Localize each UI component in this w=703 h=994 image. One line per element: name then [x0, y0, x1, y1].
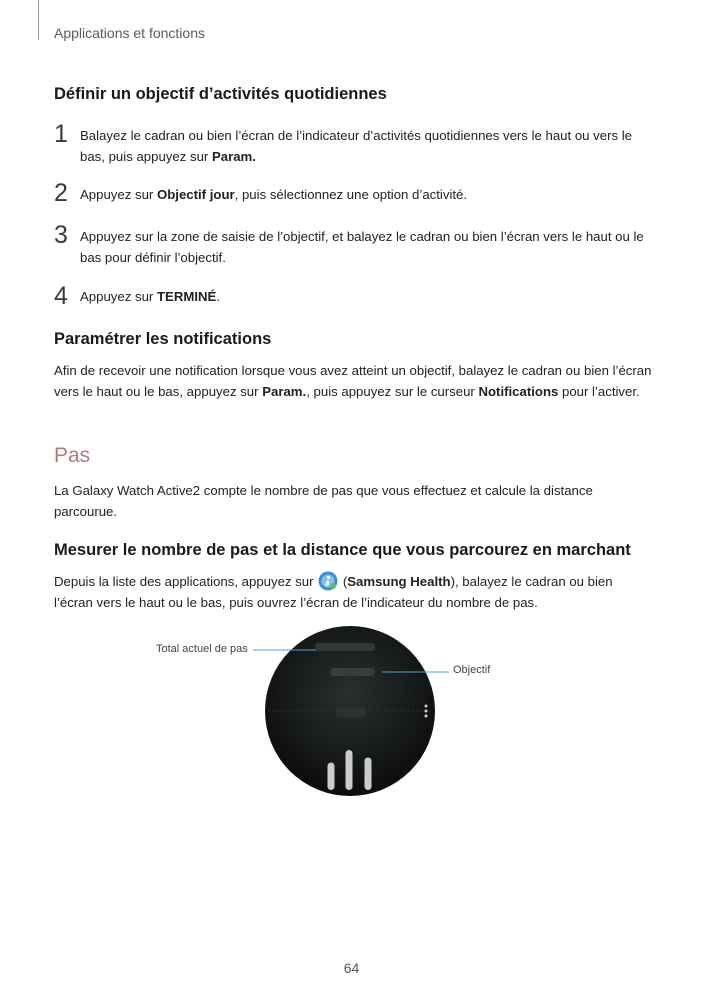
step-text-4: Appuyez sur TERMINÉ.	[80, 289, 220, 304]
page-number: 64	[343, 960, 360, 976]
running-header: Applications et fonctions	[54, 25, 205, 41]
watch-menu-dots[interactable]	[425, 705, 428, 718]
step-number-2: 2	[54, 179, 68, 207]
notifications-paragraph: Afin de recevoir une notification lorsque vous avez atteint un objectif, balayez le cadran ou bien l’écran vers le haut ou le bas, appuyez sur Param., puis appuyez sur le curseur Notifications pour l’activer.	[54, 363, 652, 399]
step-text-3: Appuyez sur la zone de saisie de l’objectif, et balayez le cadran ou bien l’écran vers le haut ou le bas pour définir l’objectif.	[80, 229, 644, 265]
step-text-1: Balayez le cadran ou bien l’écran de l’indicateur d’activités quotidiennes vers le haut ou vers le bas, puis appuyez sur Param.	[80, 128, 633, 164]
step-number-1: 1	[54, 120, 68, 148]
label-goal: Objectif	[453, 664, 491, 676]
watch-distance	[336, 707, 366, 717]
step-number-4: 4	[54, 282, 68, 310]
watch-goal-value	[330, 668, 375, 676]
section-title-notifications: Paramétrer les notifications	[54, 330, 272, 348]
label-total-steps: Total actuel de pas	[156, 643, 248, 655]
activity-bar-2	[346, 750, 353, 790]
pas-intro: La Galaxy Watch Active2 compte le nombre de pas que vous effectuez et calcule la distance parcourue.	[54, 483, 593, 519]
activity-bar-3	[365, 758, 372, 791]
activity-bar-1	[328, 763, 335, 791]
section-heading-pas: Pas	[54, 444, 91, 467]
step-number-3: 3	[54, 221, 68, 249]
watch-step-count	[315, 643, 375, 651]
section-title-steps: Mesurer le nombre de pas et la distance que vous parcourez en marchant	[54, 541, 631, 559]
section-title-daily-goal: Définir un objectif d’activités quotidiennes	[54, 85, 387, 103]
step-text-2: Appuyez sur Objectif jour, puis sélectionnez une option d’activité.	[80, 187, 468, 202]
steps-paragraph: Depuis la liste des applications, appuyez sur (Samsung Health), balayez le cadran ou bien l’écran vers le haut ou le bas, puis ouvrez l’écran de l’indicateur du nombre de pas.	[54, 571, 654, 613]
